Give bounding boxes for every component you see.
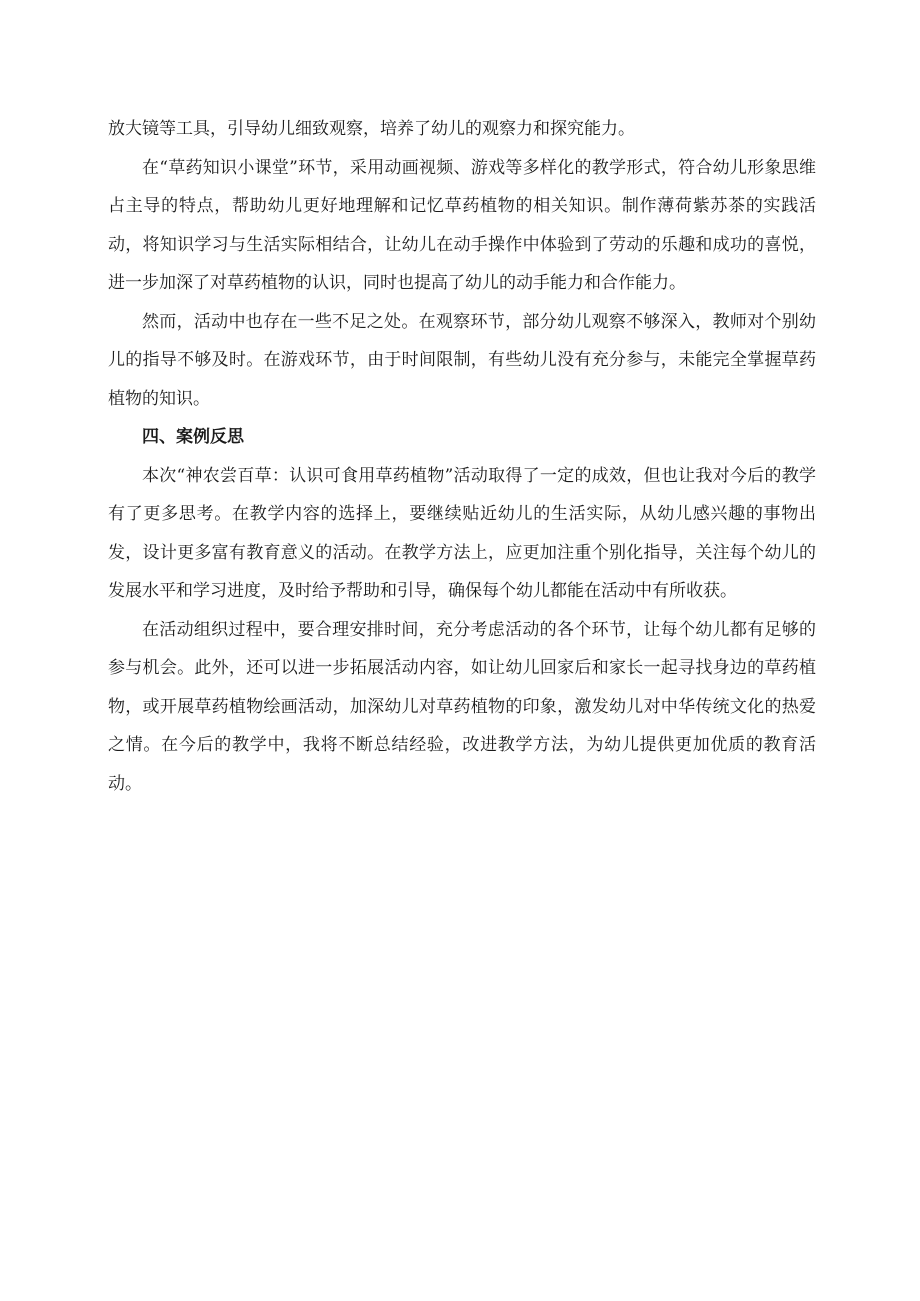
document-body (108, 110, 816, 803)
paragraph-reflection-2: 在活动组织过程中，要合理安排时间，充分考虑活动的各个环节，让每个幼儿都有足够的参与机会。此外，还可以进一步拓展活动内容，如让幼儿回家后和家长一起寻找身边的草药植物，或开展草药植物绘画活动，加深幼儿对草药植物的印象，激发幼儿对中华传统文化的热爱之情。在今后的教学中，我将不断总结经验，改进教学方法，为幼儿提供更加优质的教育活动。 (108, 619, 816, 794)
section-heading-case-reflection: 四、案例反思 (142, 427, 244, 447)
paragraph-herb-knowledge-class: 在“草药知识小课堂”环节，采用动画视频、游戏等多样化的教学形式，符合幼儿形象思维占主导的特点，帮助幼儿更好地理解和记忆草药植物的相关知识。制作薄荷紫苏茶的实践活动，将知识学习与生活实际相结合，让幼儿在动手操作中体验到了劳动的乐趣和成功的喜悦，进一步加深了对草药植物的认识，同时也提高了幼儿的动手能力和合作能力。 (108, 157, 816, 293)
paragraph-continued: 放大镜等工具，引导幼儿细致观察，培养了幼儿的观察力和探究能力。 (108, 119, 635, 139)
paragraph-reflection-1: 本次“神农尝百草：认识可食用草药植物”活动取得了一定的成效，但也让我对今后的教学有了更多思考。在教学内容的选择上，要继续贴近幼儿的生活实际，从幼儿感兴趣的事物出发，设计更多富有教育意义的活动。在教学方法上，应更加注重个别化指导，关注每个幼儿的发展水平和学习进度，及时给予帮助和引导，确保每个幼儿都能在活动中有所收获。 (108, 465, 816, 601)
paragraph-shortcomings: 然而，活动中也存在一些不足之处。在观察环节，部分幼儿观察不够深入，教师对个别幼儿的指导不够及时。在游戏环节，由于时间限制，有些幼儿没有充分参与，未能完全掌握草药植物的知识。 (108, 311, 816, 409)
